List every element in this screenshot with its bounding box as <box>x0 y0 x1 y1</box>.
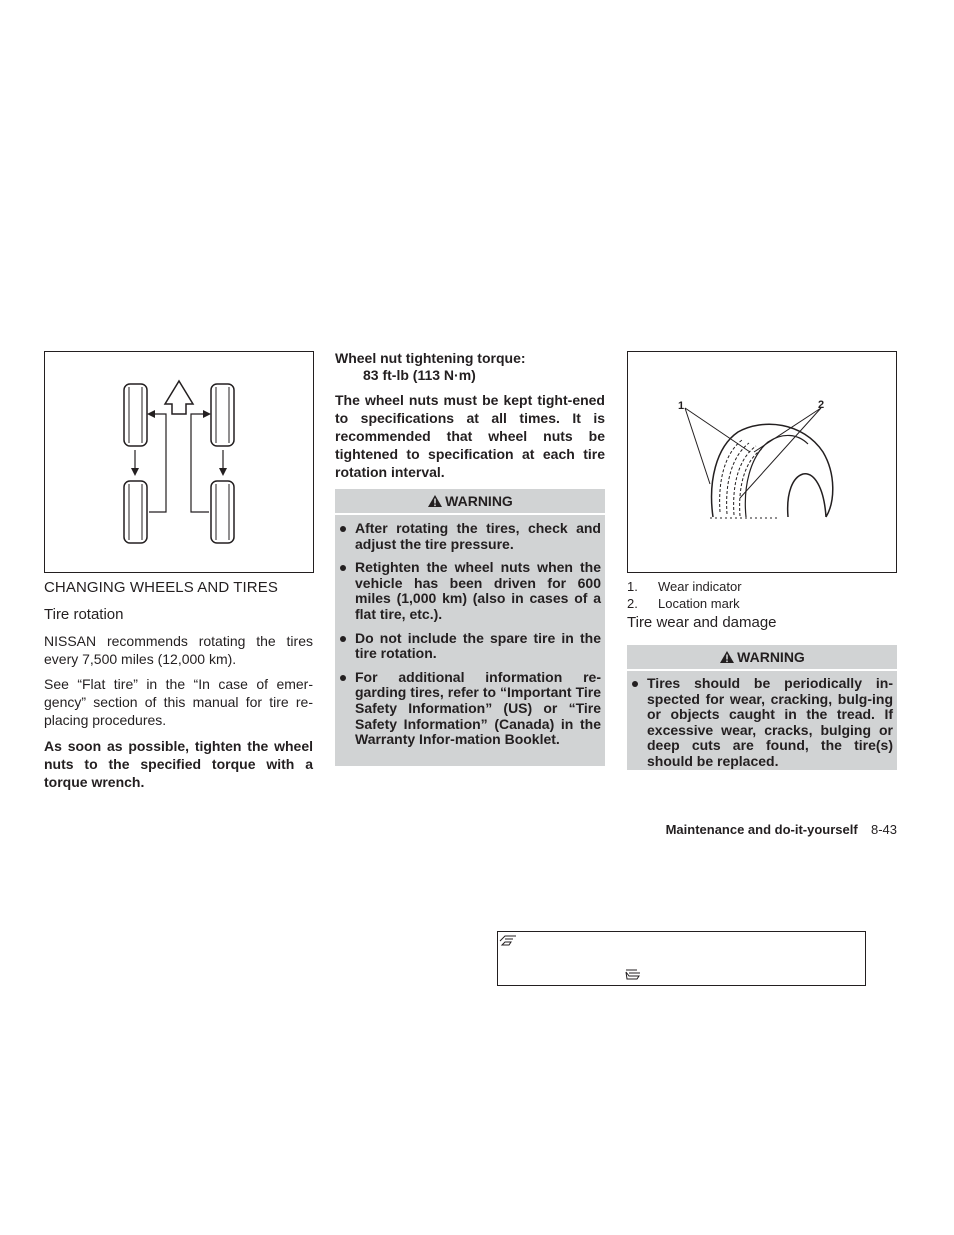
warning-item: Do not include the spare tire in the tire rotation. <box>335 631 601 662</box>
warning-triangle-icon <box>427 494 443 508</box>
pointing-hand-icon <box>499 933 519 947</box>
tire-wear-subheading: Tire wear and damage <box>627 614 777 631</box>
warning-item: After rotating the tires, check and adjust the tire pressure. <box>335 521 601 552</box>
warning-header <box>627 645 897 671</box>
figure-label-1: 1 <box>678 400 685 412</box>
hand-icon <box>625 966 645 980</box>
torque-label: Wheel nut tightening torque: <box>335 350 526 366</box>
reference-box <box>497 931 866 986</box>
rotation-warning-box <box>335 489 605 766</box>
page-footer <box>580 822 897 838</box>
footer-page-number: 8-43 <box>870 822 897 837</box>
figure-captions <box>627 578 897 612</box>
warning-title: WARNING <box>445 493 513 509</box>
flat-tire-reference-paragraph: See “Flat tire” in the “In case of emer-gency” section of this manual for tire re-placing procedures. <box>44 676 313 728</box>
tire-rear-left <box>124 481 147 543</box>
caption-item: 1. Wear indicator <box>627 579 742 594</box>
tire-wear-figure <box>627 351 897 573</box>
warning-triangle-icon <box>719 650 735 664</box>
torque-value: 83 ft-lb (113 N·m) <box>363 367 476 383</box>
caption-item: 2. Location mark <box>627 596 740 611</box>
tire-front-left <box>124 384 147 446</box>
warning-header <box>335 489 605 515</box>
warning-item: For additional information re-garding tires, refer to “Important Tire Safety Information” (US) or “Tire Safety Information” (Canada) in the Warranty Infor-mation Booklet. <box>335 670 601 748</box>
tire-front-right <box>211 384 234 446</box>
tire-rotation-diagram <box>45 352 313 572</box>
tighten-nuts-paragraph: As soon as possible, tighten the wheel nuts to the specified torque with a torque wrench. <box>44 738 313 790</box>
tire-rotation-subheading: Tire rotation <box>44 606 124 623</box>
section-heading: CHANGING WHEELS AND TIRES <box>44 579 278 596</box>
wear-warning-box <box>627 645 897 770</box>
keep-tight-paragraph: The wheel nuts must be kept tight-ened to specifications at all times. It is recommended that wheel nuts be tightened to specification at each tire rotation interval. <box>335 392 605 480</box>
footer-section: Maintenance and do-it-yourself <box>665 822 858 837</box>
tire-rear-right <box>211 481 234 543</box>
tire-wear-diagram <box>628 352 896 572</box>
warning-title: WARNING <box>737 649 805 665</box>
figure-label-2: 2 <box>818 399 825 411</box>
warning-item: Retighten the wheel nuts when the vehicle has been driven for 600 miles (1,000 km) (also in cases of a flat tire, etc.). <box>335 560 601 622</box>
tire-rotation-figure <box>44 351 314 573</box>
warning-item: Tires should be periodically in-spected for wear, cracking, bulg-ing or objects caught in the tread. If excessive wear, cracks, bulging or deep cuts are found, the tire(s) should be replaced. <box>627 676 893 770</box>
rotation-interval-paragraph: NISSAN recommends rotating the tires every 7,500 miles (12,000 km). <box>44 633 313 667</box>
